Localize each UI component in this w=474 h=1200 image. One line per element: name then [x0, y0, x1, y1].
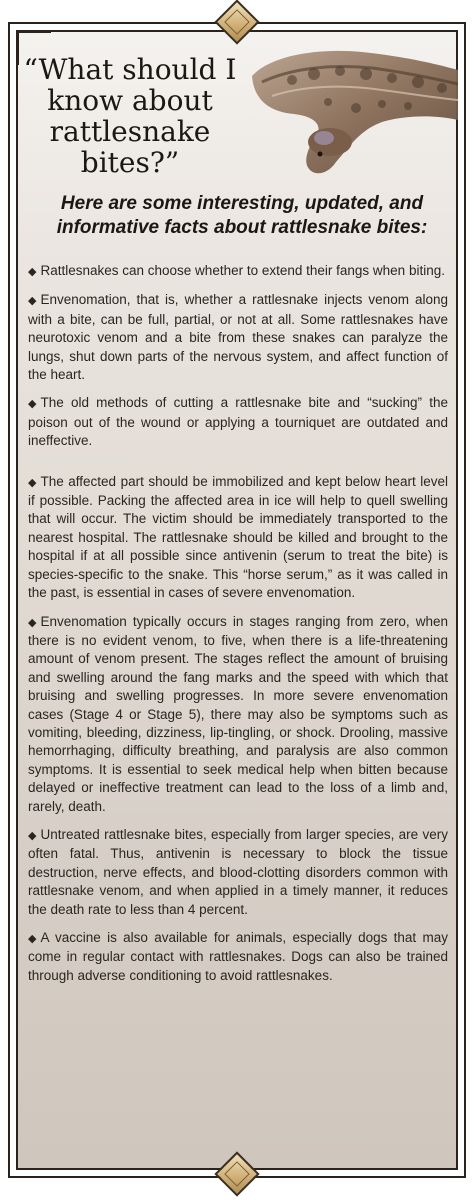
diamond-bullet-icon: ◆ [28, 933, 37, 945]
fact-text: Rattlesnakes can choose whether to extend their fangs when biting. [40, 263, 445, 278]
diamond-bullet-icon: ◆ [28, 829, 37, 842]
fact-text: Envenomation, that is, whether a rattlesnake injects venom along with a bite, can be full, partial, or not at all. Some rattlesnakes have neurotoxic venom and a bite from these snakes can paralyze the lungs, shut down parts of the nervous system, and affect function of the heart. [28, 292, 448, 383]
fact-item [28, 929, 448, 985]
fact-text: Untreated rattlesnake bites, especially from larger species, are very often fatal. Thus, antivenin is necessary to block the tissue destruction, nerve effects, and blood-clotting disorders common with rattlesnake venom, and when applied in a timely manner, it reduces the death rate to less than 4 percent. [28, 826, 448, 917]
page-title: “What should I know about rattlesnake bites?” [23, 53, 237, 179]
fact-item [28, 826, 448, 919]
fact-item [28, 473, 448, 603]
fact-text: The affected part should be immobilized and kept below heart level if possible. Packing the affected area in ice will help to quell swelling that will occur. The victim should be immediately transported to the nearest hospital. The rattlesnake should be killed and brought to the hospital if at all possible since antivenin (serum to treat the bite) is species-specific to the snake. This “horse serum,” as it was called in the past, is essential in cases of severe envenomation. [28, 473, 448, 601]
fact-item [28, 613, 448, 816]
facts-list [28, 262, 448, 995]
page-subtitle: Here are some interesting, updated, and informative facts about rattlesnake bites: [56, 193, 428, 238]
fact-text: Envenomation typically occurs in stages ranging from zero, when there is no evident venom, to five, when there is a life-threatening amount of venom present. The stages reflect the amount of bruising and swelling around the fang marks and the speed with which that bruising and swelling progresses. In more severe envenomation cases (Stage 4 or Stage 5), there may also be symptoms such as vomiting, bleeding, dizziness, lip-tingling, or shock. Drooling, massive hemorrhaging, difficulty breathing, and paralysis are also common symptoms. It is essential to seek medical help when bitten because delayed or ineffective treatment can lead to the loss of a limb and, rarely, death. [28, 613, 448, 814]
fact-item [28, 262, 448, 281]
fact-text: The old methods of cutting a rattlesnake bite and “sucking” the poison out of the wound or applying a tourniquet are outdated and ineffective. [28, 395, 448, 449]
diamond-bullet-icon: ◆ [28, 616, 37, 629]
diamond-bullet-icon: ◆ [28, 295, 37, 308]
diamond-bullet-icon: ◆ [28, 398, 37, 411]
rattlesnake-illustration-icon [232, 24, 458, 184]
fact-item [28, 291, 448, 384]
diamond-bullet-icon: ◆ [28, 476, 37, 489]
diamond-bullet-icon: ◆ [28, 266, 37, 278]
fact-item [28, 394, 448, 450]
fact-text: A vaccine is also available for animals, especially dogs that may come in regular contact with rattlesnakes. Dogs can also be trained through adverse conditioning to avoid rattlesnakes. [28, 930, 448, 983]
